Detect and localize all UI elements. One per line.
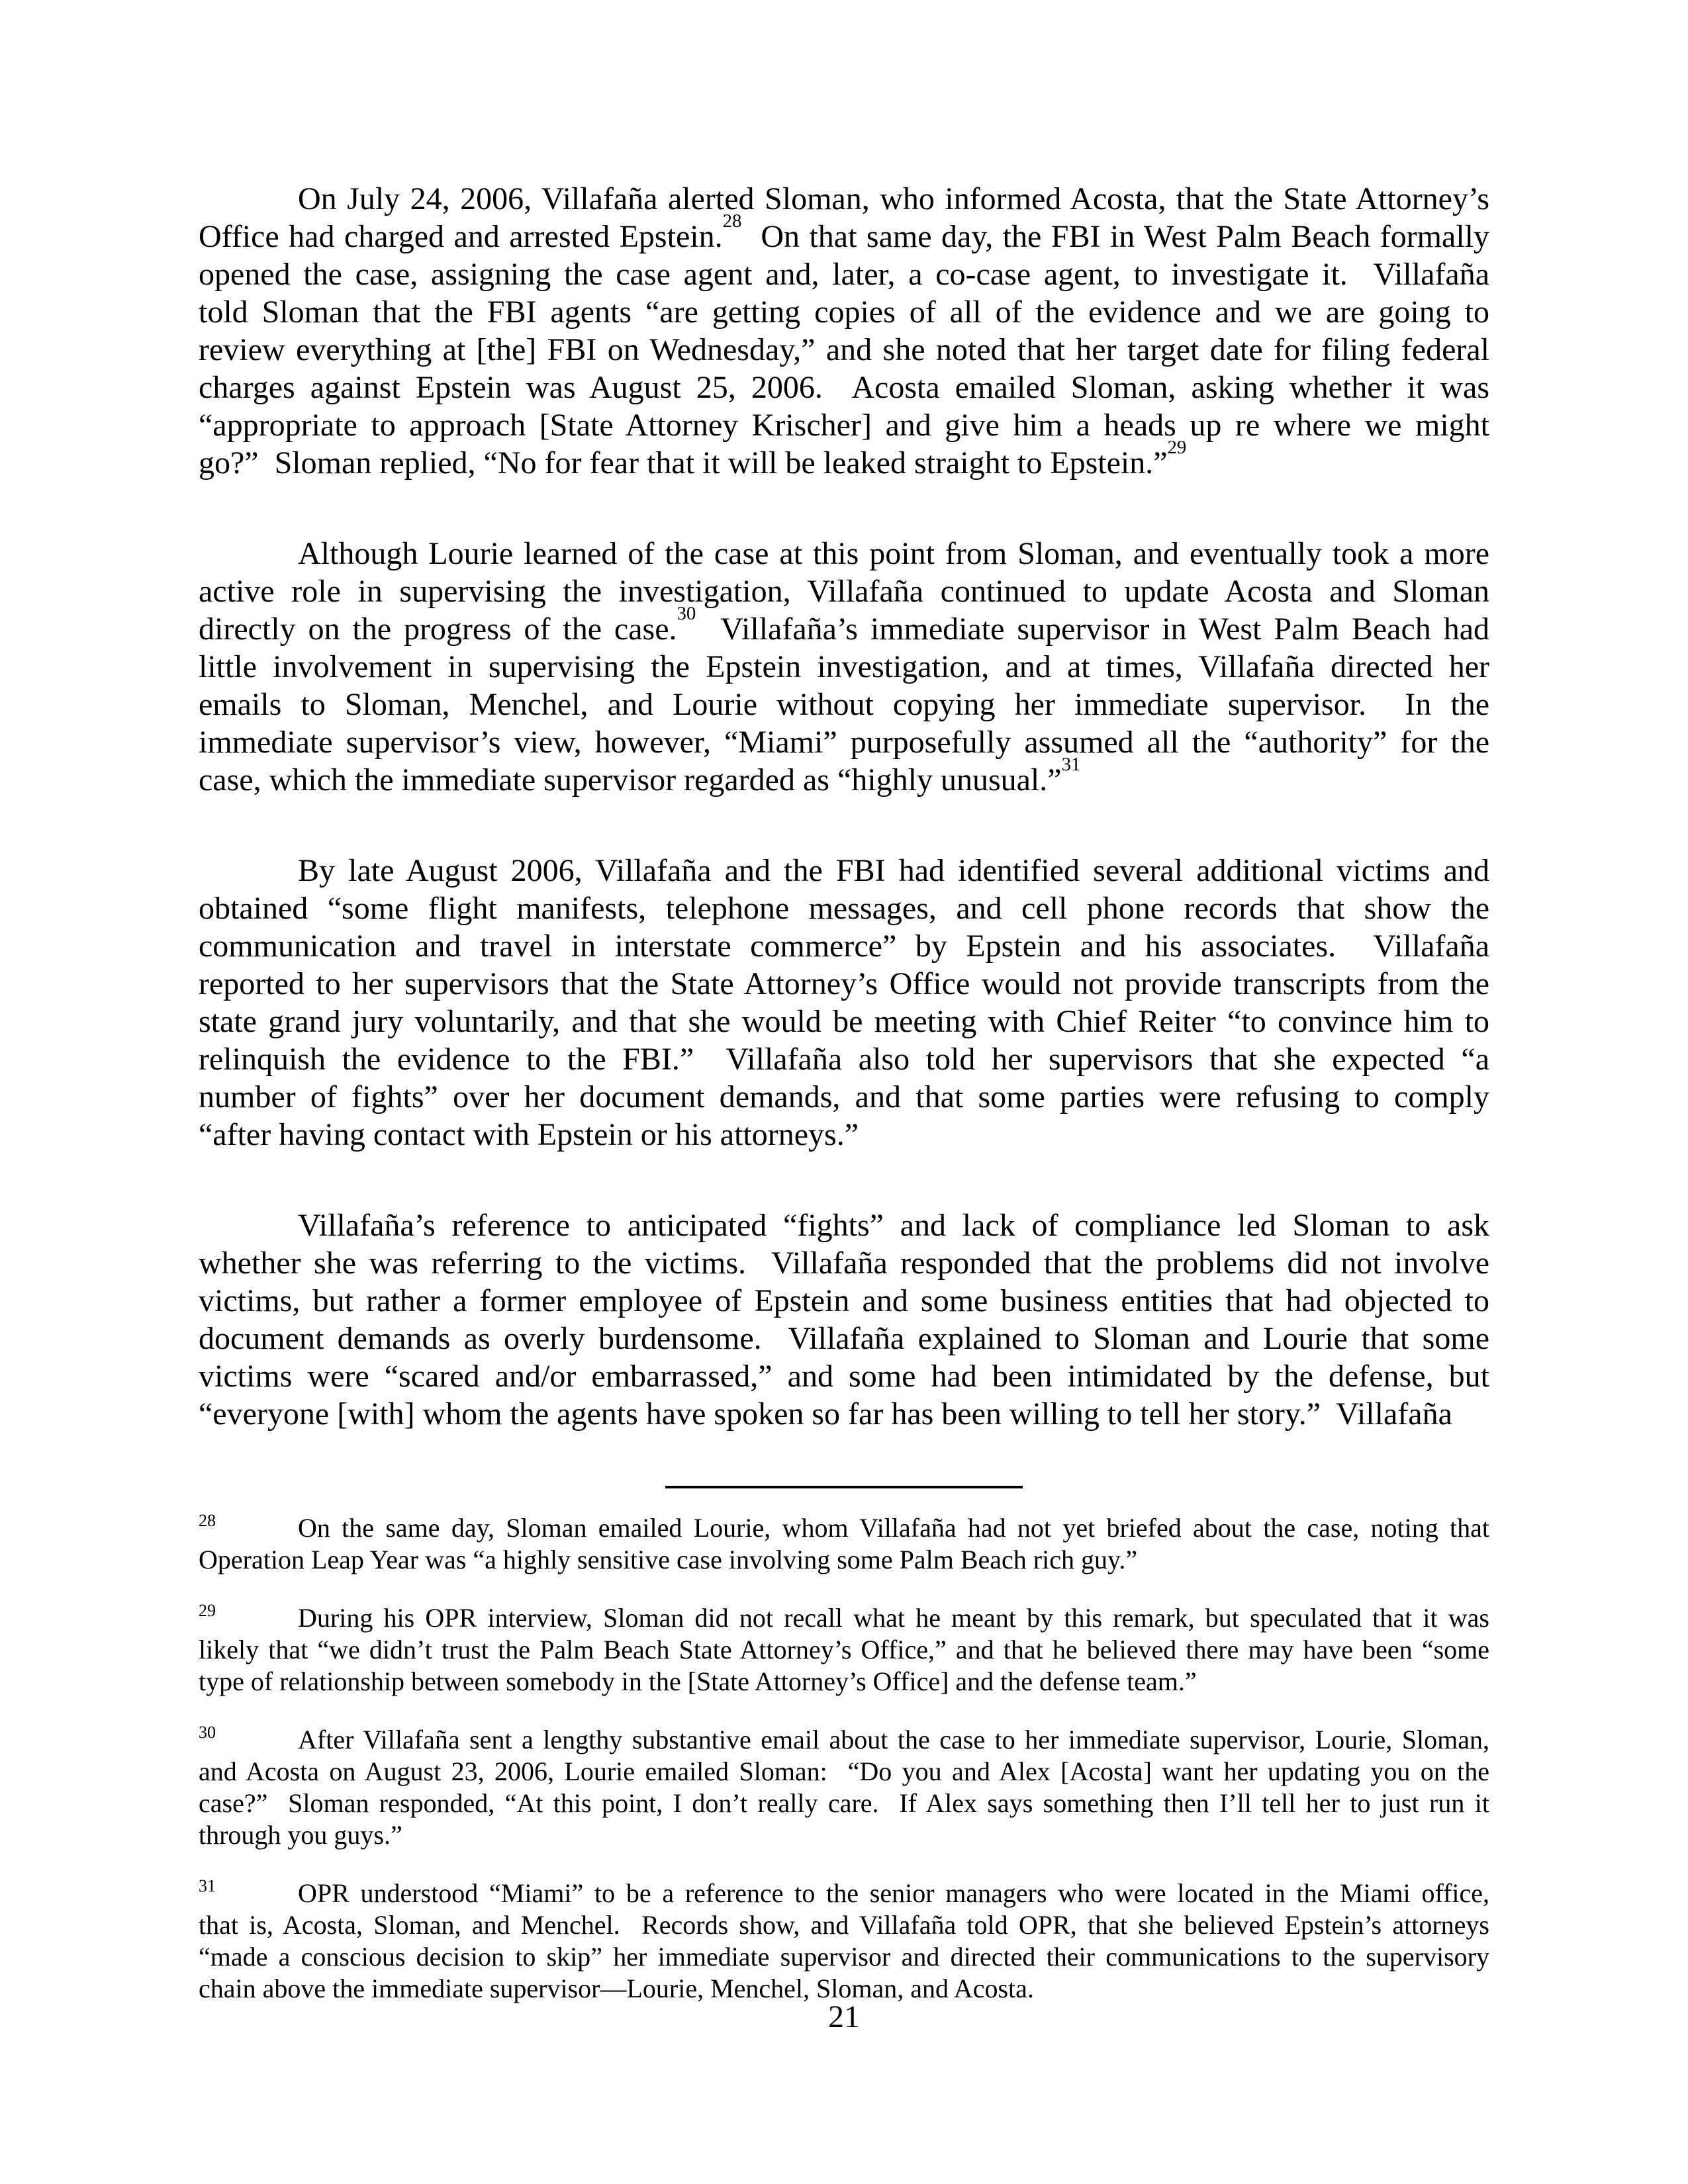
- footnote-line: case?” Sloman responded, “At this point, I don’t really care. If Alex says something then I’ll tell her to just run it: [199, 1788, 1489, 1818]
- text-line: Villafaña’s reference to anticipated “fights” and lack of compliance led Sloman to ask: [298, 1208, 1489, 1243]
- footnote-separator: [665, 1486, 1023, 1488]
- footnote-ref: 28: [722, 210, 742, 232]
- text-line: go?” Sloman replied, “No for fear that it will be leaked straight to Epstein.”$^{29}$: [199, 437, 1187, 480]
- body-text: [199, 180, 1489, 1433]
- footnote-line: 30 After Villafaña sent a lengthy substantive email about the case to her immediate supervisor, Lourie, Sloman,: [199, 1723, 1489, 1754]
- footnote-line: that is, Acosta, Sloman, and Menchel. Records show, and Villafaña told OPR, that she believed Epstein’s attorneys: [199, 1910, 1489, 1940]
- text-line: directly on the progress of the case.$^{30}$ Villafaña’s immediate supervisor in West Palm Beach had: [199, 603, 1489, 647]
- text-line: told Sloman that the FBI agents “are getting copies of all of the evidence and we are going to: [199, 295, 1489, 330]
- text-line: victims were “scared and/or embarrassed,” and some had been intimidated by the defense, but: [199, 1359, 1489, 1394]
- footnote-ref: 31: [1061, 754, 1081, 776]
- text-line: obtained “some flight manifests, telephone messages, and cell phone records that show the: [199, 891, 1489, 926]
- text-line: emails to Sloman, Menchel, and Lourie without copying her immediate supervisor. In the: [199, 687, 1489, 722]
- footnote: [199, 1724, 1489, 1851]
- footnote-number: 30: [199, 1723, 216, 1742]
- text-line: “everyone [with] whom the agents have spoken so far has been willing to tell her story.” Villafaña: [199, 1396, 1452, 1432]
- footnote-number: 29: [199, 1601, 216, 1620]
- text-line: immediate supervisor’s view, however, “Miami” purposefully assumed all the “authority” for the: [199, 725, 1489, 760]
- text-line: “after having contact with Epstein or his attorneys.”: [199, 1117, 859, 1152]
- footnote-line: through you guys.”: [199, 1820, 402, 1850]
- text-line: active role in supervising the investigation, Villafaña continued to update Acosta and Sloman: [199, 574, 1489, 609]
- footnote-line: 28 On the same day, Sloman emailed Lourie, whom Villafaña had not yet briefed about the case, noting that: [199, 1511, 1489, 1543]
- footnote-line: Operation Leap Year was “a highly sensitive case involving some Palm Beach rich guy.”: [199, 1545, 1138, 1574]
- footnote-line: type of relationship between somebody in the [State Attorney’s Office] and the defense team.”: [199, 1666, 1197, 1696]
- footnote-line: chain above the immediate supervisor—Lourie, Menchel, Sloman, and Acosta.: [199, 1974, 1034, 2003]
- text-line: charges against Epstein was August 25, 2006. Acosta emailed Sloman, asking whether it was: [199, 370, 1489, 405]
- text-line: communication and travel in interstate commerce” by Epstein and his associates. Villafaña: [199, 929, 1489, 964]
- text-line: “appropriate to approach [State Attorney Krischer] and give him a heads up re where we might: [199, 408, 1489, 443]
- text-line: review everything at [the] FBI on Wednesday,” and she noted that her target date for filing federal: [199, 332, 1489, 367]
- page-number: 21: [828, 1999, 860, 2034]
- footnote-line: “made a conscious decision to skip” her immediate supervisor and directed their communications to the supervisory: [199, 1942, 1489, 1972]
- text-line: relinquish the evidence to the FBI.” Villafaña also told her supervisors that she expected “a: [199, 1042, 1489, 1077]
- body-paragraph: [199, 852, 1489, 1154]
- footnote: [199, 1512, 1489, 1576]
- footnote: [199, 1878, 1489, 2005]
- body-paragraph: [199, 535, 1489, 799]
- text-line: victims, but rather a former employee of Epstein and some business entities that had objected to: [199, 1283, 1489, 1318]
- footnote-number: 28: [199, 1511, 216, 1530]
- text-line: state grand jury voluntarily, and that she would be meeting with Chief Reiter “to convince him to: [199, 1004, 1489, 1039]
- text-line: case, which the immediate supervisor regarded as “highly unusual.”$^{31}$: [199, 754, 1081, 797]
- body-paragraph: [199, 1206, 1489, 1433]
- footnotes: [199, 1512, 1489, 2005]
- body-paragraph: [199, 180, 1489, 482]
- footnote-ref: 29: [1167, 437, 1187, 459]
- footnote-line: and Acosta on August 23, 2006, Lourie emailed Sloman: “Do you and Alex [Acosta] want her updating you on the: [199, 1756, 1489, 1786]
- footnote-number: 31: [199, 1876, 216, 1895]
- text-line: document demands as overly burdensome. Villafaña explained to Sloman and Lourie that some: [199, 1321, 1489, 1356]
- footnote-line: 31 OPR understood “Miami” to be a reference to the senior managers who were located in the Miami office,: [199, 1876, 1489, 1908]
- text-line: reported to her supervisors that the State Attorney’s Office would not provide transcripts from the: [199, 966, 1489, 1001]
- text-line: little involvement in supervising the Epstein investigation, and at times, Villafaña directed her: [199, 649, 1489, 684]
- footnote-ref: 30: [677, 603, 696, 625]
- footnote-line: likely that “we didn’t trust the Palm Beach State Attorney’s Office,” and that he believed there may have been “some: [199, 1635, 1489, 1664]
- text-line: Office had charged and arrested Epstein.$^{28}$ On that same day, the FBI in West Palm Beach formally: [199, 210, 1489, 254]
- text-line: whether she was referring to the victims. Villafaña responded that the problems did not involve: [199, 1246, 1489, 1281]
- text-line: By late August 2006, Villafaña and the FBI had identified several additional victims and: [298, 853, 1489, 888]
- footnote-line: 29 During his OPR interview, Sloman did not recall what he meant by this remark, but speculated that it was: [199, 1601, 1489, 1633]
- text-line: opened the case, assigning the case agent and, later, a co-case agent, to investigate it. Villafaña: [199, 257, 1489, 292]
- text-line: number of fights” over her document demands, and that some parties were refusing to comply: [199, 1079, 1489, 1115]
- footnote: [199, 1602, 1489, 1698]
- text-line: Although Lourie learned of the case at this point from Sloman, and eventually took a more: [298, 536, 1489, 571]
- text-line: On July 24, 2006, Villafaña alerted Sloman, who informed Acosta, that the State Attorney’s: [298, 181, 1489, 216]
